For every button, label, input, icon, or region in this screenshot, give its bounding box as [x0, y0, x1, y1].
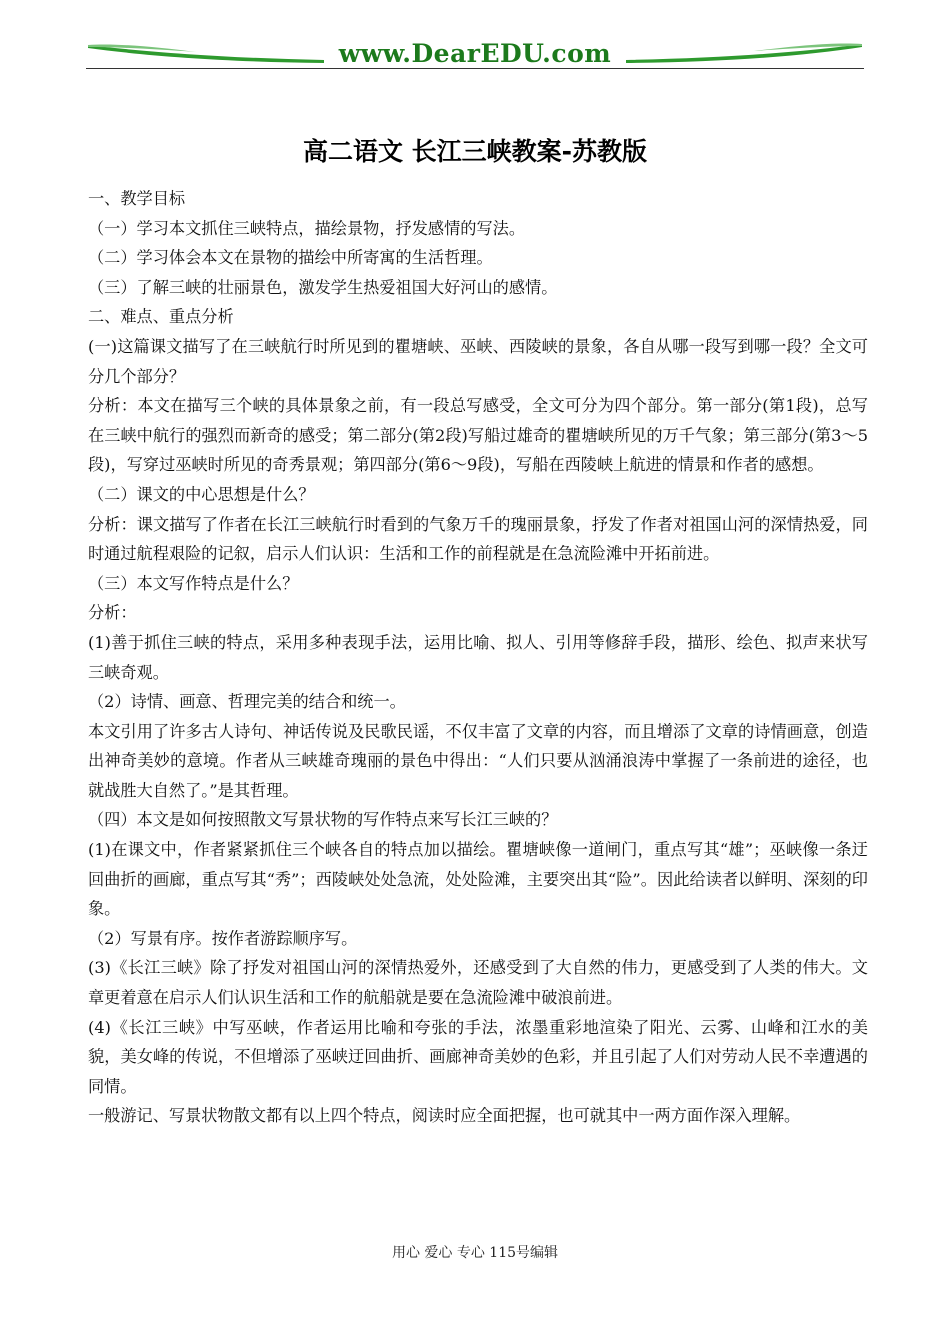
- paragraph: 分析：课文描写了作者在长江三峡航行时看到的气象万千的瑰丽景象，抒发了作者对祖国山河的深情热爱，同时通过航程艰险的记叙，启示人们认识：生活和工作的前程就是在急流险滩中开拓前进。: [88, 514, 868, 564]
- section-heading: 二、难点、重点分析: [88, 307, 234, 327]
- site-logo: www.DearEDU.com: [338, 39, 612, 68]
- paragraph: 分析：本文在描写三个峡的具体景象之前，有一段总写感受，全文可分为四个部分。第一部分(第1段)，总写在三峡中航行的强烈而新奇的感受；第二部分(第2段)写船过雄奇的瞿塘峡所见的万千气象；第三部分(第3～5段)，写穿过巫峡时所见的奇秀景观；第四部分(第6～9段)，写船在西陵峡上航进的情景和作者的感想。: [88, 396, 868, 475]
- paragraph: (4)《长江三峡》中写巫峡，作者运用比喻和夸张的手法，浓墨重彩地渲染了阳光、云雾、山峰和江水的美貌，美女峰的传说，不但增添了巫峡迂回曲折、画廊神奇美妙的色彩，并且引起了人们对劳动人民不幸遭遇的同情。: [88, 1017, 868, 1096]
- paragraph: 分析：: [88, 603, 137, 623]
- paragraph: （二）课文的中心思想是什么？: [88, 484, 315, 504]
- paragraph: (1)善于抓住三峡的特点，采用多种表现手法，运用比喻、拟人、引用等修辞手段，描形、绘色、拟声来状写三峡奇观。: [88, 632, 868, 682]
- paragraph: 本文引用了许多古人诗句、神话传说及民歌民谣，不仅丰富了文章的内容，而且增添了文章的诗情画意，创造出神奇美妙的意境。作者从三峡雄奇瑰丽的景色中得出：“人们只要从汹涌浪涛中掌握了一条前进的途径，也就战胜大自然了。”是其哲理。: [88, 721, 868, 800]
- paragraph: （2）诗情、画意、哲理完美的结合和统一。: [88, 692, 406, 712]
- paragraph: （三）了解三峡的壮丽景色，激发学生热爱祖国大好河山的感情。: [88, 277, 558, 297]
- paragraph: （二）学习体会本文在景物的描绘中所寄寓的生活哲理。: [88, 248, 493, 268]
- paragraph: （2）写景有序。按作者游踪顺序写。: [88, 928, 358, 948]
- section-heading: 一、教学目标: [88, 189, 186, 208]
- paragraph: （四）本文是如何按照散文写景状物的写作特点来写长江三峡的？: [88, 810, 558, 830]
- paragraph: (1)在课文中，作者紧紧抓住三个峡各自的特点加以描绘。瞿塘峡像一道闸门，重点写其“雄”；巫峡像一条迂回曲折的画廊，重点写其“秀”；西陵峡处处急流，处处险滩，主要突出其“险”。因此给读者以鲜明、深刻的印象。: [88, 840, 868, 919]
- header-divider: [86, 68, 864, 69]
- paragraph: (3)《长江三峡》除了抒发对祖国山河的深情热爱外，还感受到了大自然的伟力，更感受到了人类的伟大。文章更着意在启示人们认识生活和工作的航船就是要在急流险滩中破浪前进。: [88, 958, 868, 1008]
- paragraph: （三）本文写作特点是什么？: [88, 573, 299, 593]
- document-title: 高二语文 长江三峡教案-苏教版: [302, 137, 648, 166]
- paragraph: 一般游记、写景状物散文都有以上四个特点，阅读时应全面把握，也可就其中一两方面作深入理解。: [88, 1106, 801, 1126]
- paragraph: （一）学习本文抓住三峡特点，描绘景物，抒发感情的写法。: [88, 218, 526, 238]
- document-body: [88, 184, 868, 1131]
- paragraph: (一)这篇课文描写了在三峡航行时所见到的瞿塘峡、巫峡、西陵峡的景象，各自从哪一段写到哪一段？全文可分几个部分？: [88, 336, 868, 386]
- page-footer: 用心 爱心 专心 115号编辑: [391, 1245, 559, 1261]
